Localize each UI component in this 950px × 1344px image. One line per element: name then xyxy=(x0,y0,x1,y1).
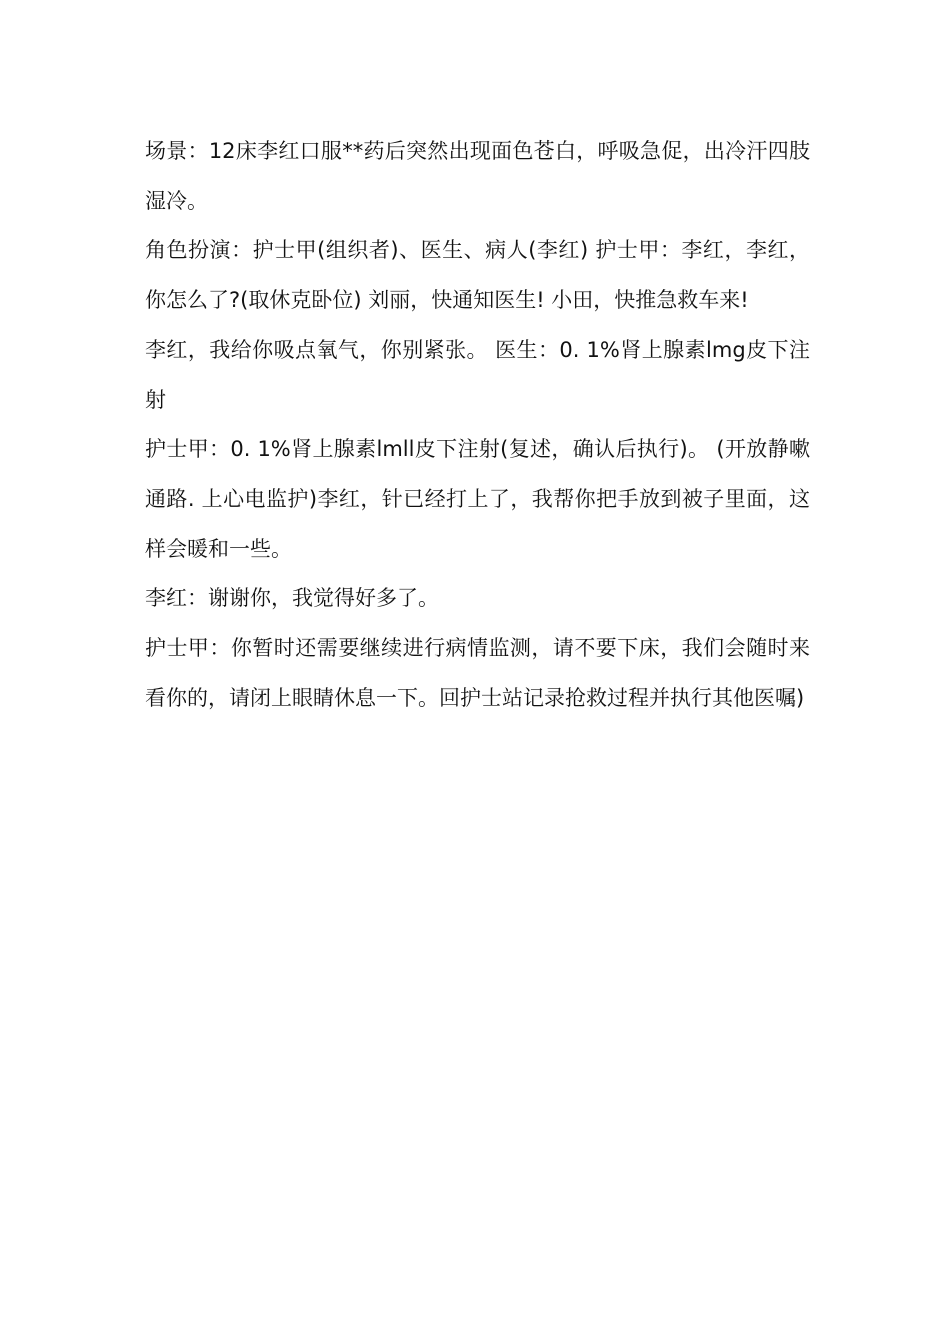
paragraph-nurse-closing: 护士甲：你暂时还需要继续进行病情监测，请不要下床，我们会随时来看你的，请闭上眼睛休息一下。回护士站记录抢救过程并执行其他医嘱) xyxy=(145,636,810,710)
paragraph-roles: 角色扮演：护士甲(组织者)、医生、病人(李红) 护士甲：李红，李红，你怎么了?(取休克卧位) 刘丽，快通知医生! 小田，快推急救车来! xyxy=(145,238,810,313)
paragraph-nurse-injection: 护士甲：0. 1%肾上腺素lmll皮下注射(复述，确认后执行)。 (开放静嗽通路. 上心电监护)李红，针已经打上了，我帮你把手放到被子里面，这样会暖和一些。 xyxy=(145,437,810,561)
paragraph-oxygen-doctor: 李红，我给你吸点氧气，你别紧张。 医生：0. 1%肾上腺素lmg皮下注射 xyxy=(145,337,810,412)
document-body xyxy=(145,127,810,723)
paragraph-scene: 场景：12床李红口服**药后突然出现面色苍白，呼吸急促，出冷汗四肢湿冷。 xyxy=(145,139,810,213)
paragraph-patient-reply: 李红：谢谢你，我觉得好多了。 xyxy=(145,586,439,611)
